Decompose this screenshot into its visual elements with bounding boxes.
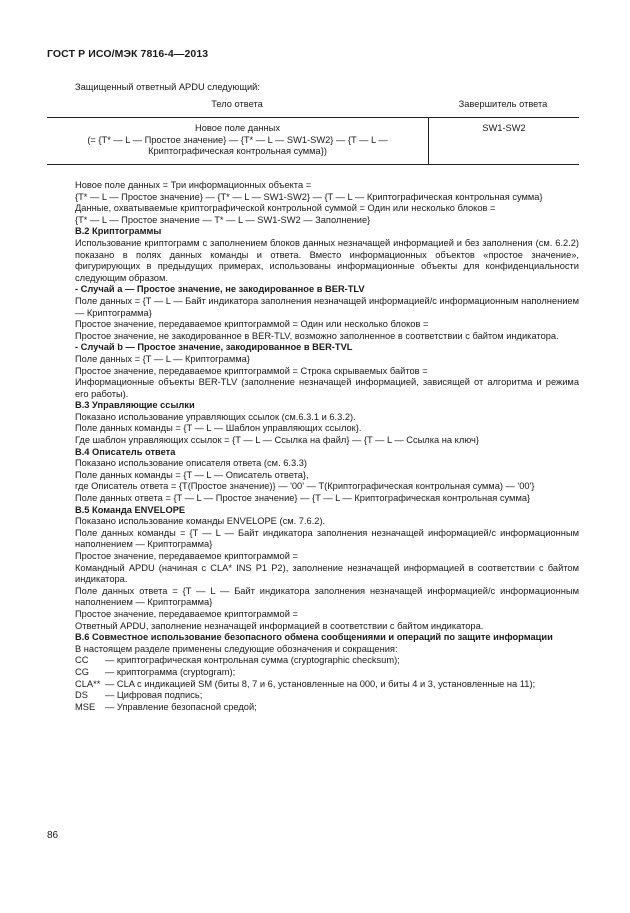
abbreviation-term: MSE	[75, 701, 96, 712]
page-number: 86	[47, 830, 59, 841]
abbreviation-item	[47, 667, 579, 679]
paragraph: Простое значение, не закодированное в BER-TLV, возможно заполненное в соответствии с байтом индикатора.	[75, 330, 559, 341]
body-line: Новое поле данных	[194, 123, 280, 133]
section-heading: В.2 Криптограммы	[75, 226, 162, 237]
paragraph: Данные, охватываемые криптографической контрольной суммой = Один или несколько блоков =	[75, 203, 496, 214]
abbreviation-term: DS	[75, 690, 88, 701]
paragraph: Поле данных команды = {T — L — Байт индикатора заполнения незначащей информацией/с информационным наполнением — Криптограмма}	[75, 527, 579, 550]
paragraph: Командный APDU (начиная с CLA* INS P1 P2), заполнение незначащей информацией в соответствии с байтом индикатора.	[75, 562, 579, 585]
abbreviation-item	[47, 690, 579, 702]
abbreviation-item	[47, 679, 579, 691]
response-apdu-table	[47, 117, 579, 165]
abbreviation-item	[47, 702, 579, 714]
paragraph: Использование криптограмм с заполнением блоков данных незначащей информацией и без заполнения (см. 6.2.2) показано в полях данных команды и ответа. Вместо информационных объектов «простое значение», фигурирующих в предыдущих примерах, использованы информационные объекты для конфиденциальности следующим образом.	[75, 237, 579, 283]
paragraph: Где шаблон управляющих ссылок = {T — L — Ссылка на файл} — {T — L — Ссылка на ключ}	[75, 435, 479, 446]
paragraph: {T* — L — Простое значение — T* — L — SW1-SW2 — Заполнение}	[75, 214, 371, 225]
paragraph: где Описатель ответа = {T(Простое значение)} — '00' — T(Криптографическая контрольная сумма) — '00'}	[75, 481, 535, 492]
paragraph: Ответный APDU, заполнение незначащей информацией в соответствии с байтом индикатора.	[75, 620, 484, 631]
document-header: ГОСТ Р ИСО/МЭК 7816-4—2013	[47, 48, 209, 60]
abbreviation-definition: — криптограмма (cryptogram);	[105, 666, 236, 677]
paragraph: Поле данных = {T — L — Криптограмма}	[75, 353, 250, 364]
section-heading: - Случай b — Простое значение, закодированное в BER-TVL	[75, 342, 353, 353]
section-heading: В.3 Управляющие ссылки	[75, 400, 195, 411]
abbreviation-term: CLA**	[75, 678, 101, 689]
table-row	[47, 118, 579, 165]
abbreviation-item	[47, 655, 579, 667]
table-col-header-trailer: Завершитель ответа	[458, 99, 548, 109]
section-heading: В.6 Совместное использование безопасного обмена сообщениями и операций по защите информации	[75, 632, 553, 643]
paragraph: Показано использование описателя ответа (см. 6.3.3)	[75, 458, 308, 469]
abbreviation-definition: — Цифровая подпись;	[105, 690, 203, 701]
abbreviation-term: CG	[75, 666, 89, 677]
abbreviation-definition: — Управление безопасной средой;	[105, 701, 257, 712]
paragraph: Поле данных ответа = {T — L — Простое значение} — {T — L — Криптографическая контрольная сумма}	[75, 493, 531, 504]
abbreviation-definition: — криптографическая контрольная сумма (cryptographic checksum);	[105, 655, 400, 666]
abbreviation-list	[47, 655, 579, 713]
paragraph: Новое поле данных = Три информационных объекта =	[75, 180, 312, 190]
paragraph: Простое значение, передаваемое криптограммой = Один или несколько блоков =	[75, 319, 429, 330]
paragraph: Простое значение, передаваемое криптограммой =	[75, 551, 298, 561]
paragraph: Показано использование управляющих ссылок (см.6.3.1 и 6.3.2).	[75, 411, 356, 422]
section-heading: В.5 Команда ENVELOPE	[75, 504, 186, 515]
paragraph: Информационные объекты BER-TLV (заполнение незначащей информацией, зависящей от алгоритма и режима его работы).	[75, 377, 579, 399]
paragraph: Поле данных команды = {T — L — Описатель ответа},	[75, 469, 309, 480]
section-heading: В.4 Описатель ответа	[75, 446, 176, 457]
table-col-header-body: Тело ответа	[211, 99, 263, 109]
paragraph: Поле данных команды = {T — L — Шаблон управляющих ссылок}.	[75, 423, 362, 434]
paragraph: Простое значение, передаваемое криптограммой =	[75, 608, 298, 619]
abbreviation-definition: — CLA с индикацией SM (биты 8, 7 и 6, установленные на 000, и биты 4 и 3, установленные на 11);	[105, 678, 536, 689]
response-trailer-cell: SW1-SW2	[429, 118, 580, 165]
body-line: (= {T* — L — Простое значение} — {T* — L — SW1-SW2} — {T — L —	[87, 134, 388, 145]
section-heading: - Случай а — Простое значение, не закодированное в BER-TLV	[75, 284, 365, 295]
abbreviation-term: CC	[75, 655, 89, 666]
paragraph-list	[47, 180, 579, 655]
body-line: Криптографическая контрольная сумма})	[148, 146, 327, 157]
paragraph: Простое значение, передаваемое криптограммой = Строка скрываемых байтов =	[75, 365, 428, 376]
response-body-cell	[47, 118, 429, 165]
paragraph: Поле данных = {T — L — Байт индикатора заполнения незначащей информацией/с информационным наполнением — Криптограмма}	[75, 295, 579, 318]
intro-text: Защищенный ответный APDU следующий:	[75, 82, 260, 92]
paragraph: Поле данных ответа = {T — L — Байт индикатора заполнения незначащей информацией/с информационным наполнением — Криптограмма}	[75, 585, 579, 608]
paragraph: В настоящем разделе применены следующие обозначения и сокращения:	[75, 643, 398, 654]
body-text	[47, 180, 579, 713]
paragraph: Показано использование команды ENVELOPE (см. 7.6.2).	[75, 516, 326, 527]
paragraph: {T* — L — Простое значение} — {T* — L — SW1-SW2} — {T — L — Криптографическая контрольная сумма}	[75, 191, 543, 202]
